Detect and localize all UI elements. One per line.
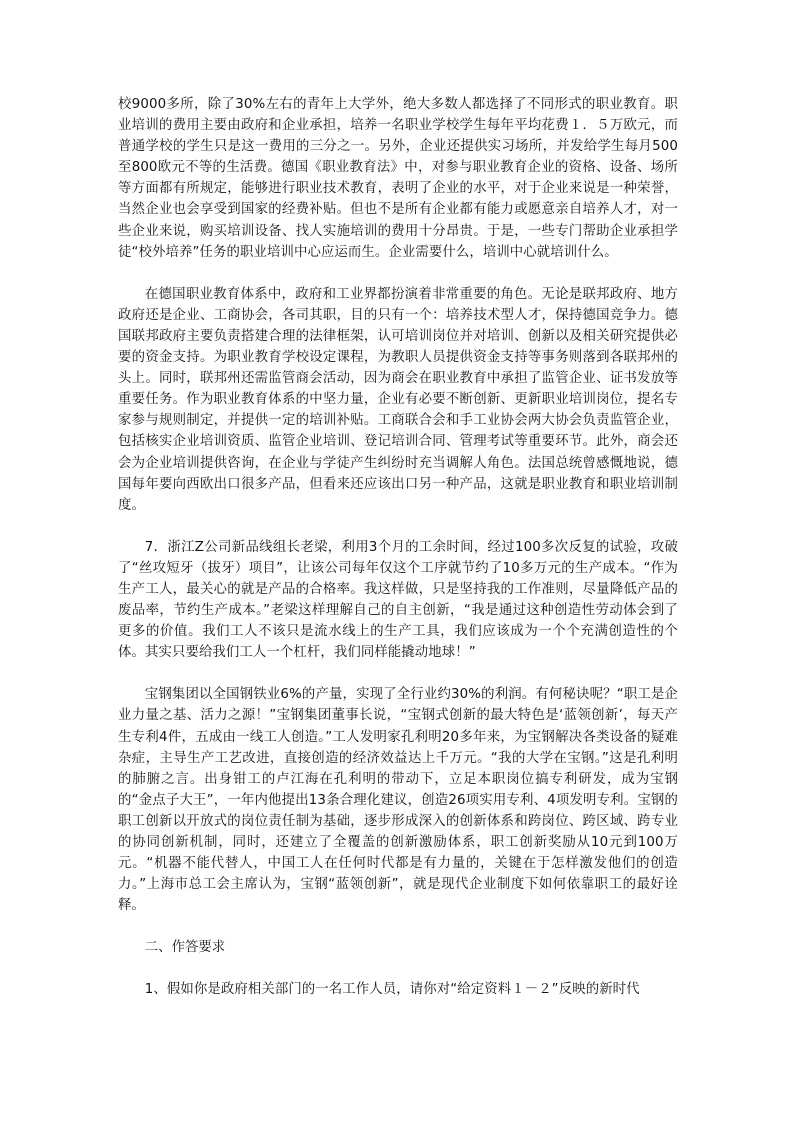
- paragraph-gap: [118, 663, 678, 684]
- paragraph-gap: [118, 916, 678, 937]
- paragraph-zhejiang-case: 7．浙江Z公司新品线组长老梁，利用3个月的工余时间，经过100多次反复的试验，攻破了“丝攻短牙（拔牙）项目”，让该公司每年仅这个工序就节约了10多万元的生产成本。“作为生产工人，最关心的就是产品的合格率。我这样做，只是坚持我的工作准则，尽量降低产品的废品率，节约生产成本。”老梁这样理解自己的自主创新，“我是通过这种创造性劳动体会到了更多的价值。我们工人不该只是流水线上的生产工具，我们应该成为一个个充满创造性的个体。其实只要给我们工人一个杠杆，我们同样能撬动地球！”: [118, 539, 678, 661]
- document-body: [118, 94, 678, 1001]
- question-1: 1、假如你是政府相关部门的一名工作人员，请你对“给定资料１－２”反映的新时代: [144, 982, 640, 998]
- paragraph-gap: [118, 958, 678, 979]
- paragraph-gap: [118, 263, 678, 284]
- section-heading: 二、作答要求: [144, 940, 226, 956]
- paragraph-vocational-funding: 校9000多所，除了30%左右的青年上大学外，绝大多数人都选择了不同形式的职业教育。职业培训的费用主要由政府和企业承担，培养一名职业学校学生每年平均花费１．５万欧元，而普通学校的学生只是这一费用的三分之一。另外，企业还提供实习场所，并发给学生每月500至800欧元不等的生活费。德国《职业教育法》中，对参与职业教育企业的资格、设备、场所等方面都有所规定，能够进行职业技术教育，表明了企业的水平，对于企业来说是一种荣誉，当然企业也会享受到国家的经费补贴。但也不是所有企业都有能力或愿意亲自培养人才，对一些企业来说，购买培训设备、找人实施培训的费用十分昂贵。于是，一些专门帮助企业承担学徒“校外培养”任务的职业培训中心应运而生。企业需要什么，培训中心就培训什么。: [118, 97, 678, 260]
- paragraph-gap: [118, 516, 678, 537]
- paragraph-german-roles: 在德国职业教育体系中，政府和工业界都扮演着非常重要的角色。无论是联邦政府、地方政府还是企业、工商协会，各司其职，目的只有一个：培养技术型人才，保持德国竞争力。德国联邦政府主要负责搭建合理的法律框架，认可培训岗位并对培训、创新以及相关研究提供必要的资金支持。为职业教育学校设定课程，为教职人员提供资金支持等事务则落到各联邦州的头上。同时，联邦州还需监管商会活动，因为商会在职业教育中承担了监管企业、证书发放等重要任务。作为职业教育体系的中坚力量，企业有必要不断创新、更新职业培训岗位，提名专家参与规则制定，并提供一定的培训补贴。工商联合会和手工业协会两大协会负责监管企业，包括核实企业培训资质、监管企业培训、登记培训合同、管理考试等重要环节。此外，商会还会为企业培训提供咨询，在企业与学徒产生纠纷时充当调解人角色。法国总统曾感慨地说，德国每年要向西欧出口很多产品，但看来还应该出口另一种产品，这就是职业教育和职业培训制度。: [118, 286, 678, 513]
- paragraph-baosteel-case: 宝钢集团以全国钢铁业6%的产量，实现了全行业约30%的利润。有何秘诀呢？“职工是企业力量之基、活力之源！”宝钢集团董事长说，“宝钢式创新的最大特色是‘蓝领创新’，每天产生专利4件，五成由一线工人创造。”工人发明家孔利明20多年来，为宝钢解决各类设备的疑难杂症，主导生产工艺改进，直接创造的经济效益达上千万元。“我的大学在宝钢。”这是孔利明的肺腑之言。出身钳工的卢江海在孔利明的带动下，立足本职岗位搞专利研发，成为宝钢的“金点子大王”，一年内他提出13条合理化建议，创造26项实用专利、4项发明专利。宝钢的职工创新以开放式的岗位责任制为基础，逐步形成深入的创新体系和跨岗位、跨区域、跨专业的协同创新机制，同时，还建立了全覆盖的创新激励体系，职工创新奖励从10元到100万元。“机器不能代替人，中国工人在任何时代都是有力量的，关键在于怎样激发他们的创造力。”上海市总工会主席认为，宝钢“蓝领创新”，就是现代企业制度下如何依靠职工的最好诠释。: [118, 687, 678, 914]
